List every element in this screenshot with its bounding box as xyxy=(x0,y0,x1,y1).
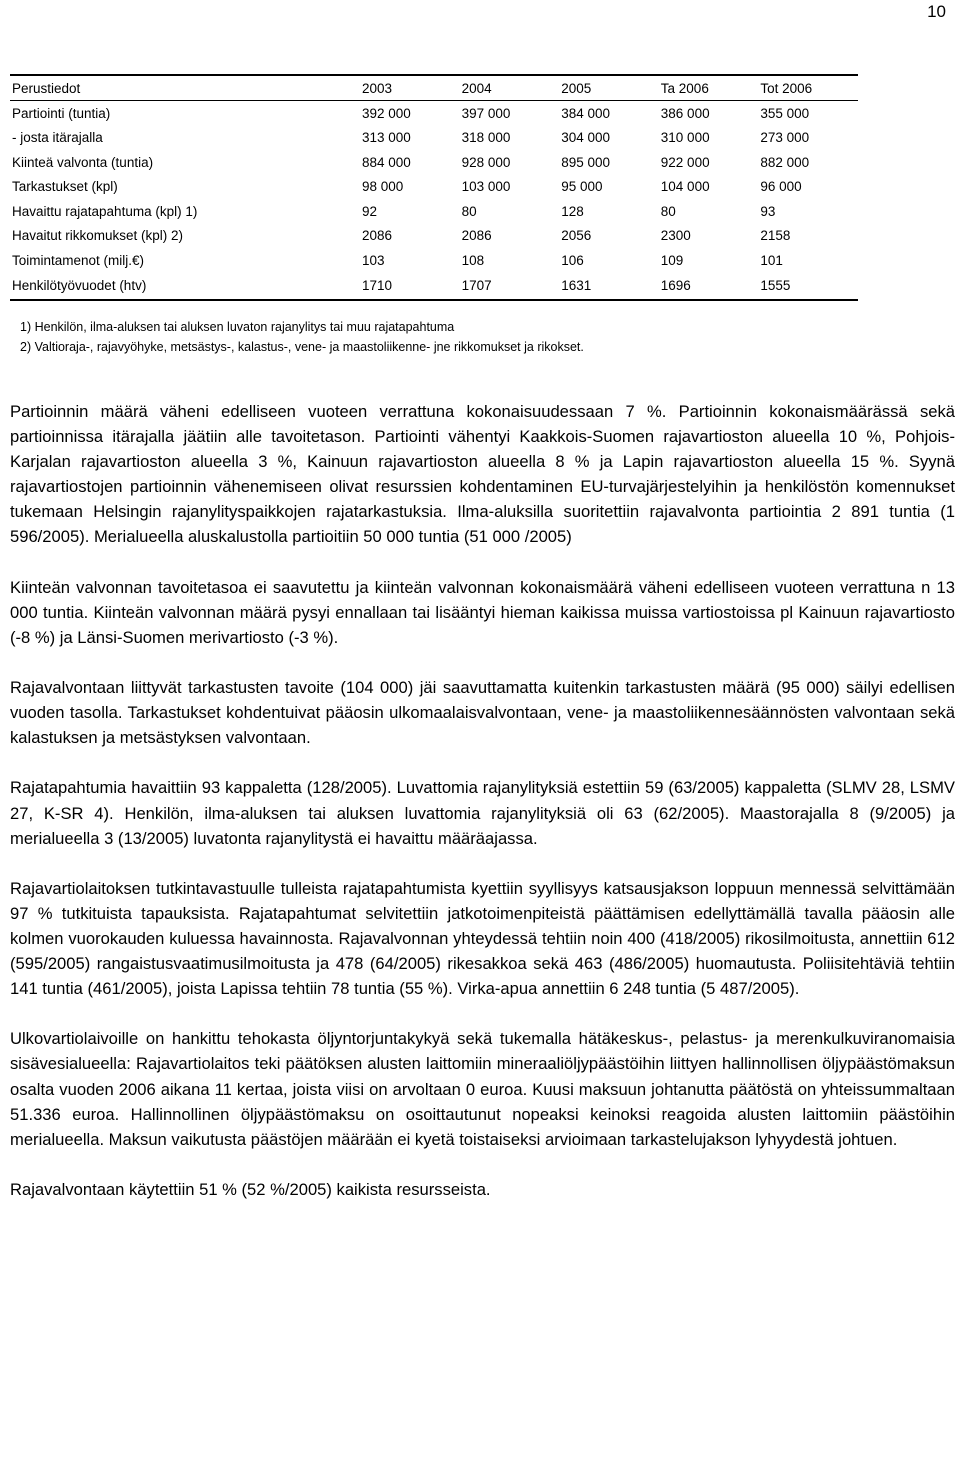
row-label-cell: Havaittu rajatapahtuma (kpl) 1) xyxy=(12,203,198,219)
value-cell: 895 000 xyxy=(561,154,610,170)
footnote: 2) Valtioraja-, rajavyöhyke, metsästys-, kalastus-, vene- ja maastoliikenne- jne rikkomukset ja rikokset. xyxy=(20,340,584,354)
value-cell: 884 000 xyxy=(362,154,411,170)
paragraph: Partioinnin määrä väheni edelliseen vuoteen verrattuna kokonaisuudessaan 7 %. Partioinnin kokonaismäärässä sekä partioinnissa itärajalla jäätiin alle tavoitetason. Partiointi vähentyi Kaakkois-Suomen rajavartioston alueella 10 %, Pohjois-Karjalan rajavartioston alueella 3 %, Kainuun rajavartioston alueella 8 % ja Lapin rajavartioston alueella 15 %. Syynä rajavartiostojen partioinnin vähenemiseen olivat resurssien kohdentaminen EU-turvajärjestelyihin ja henkilöstön komennukset tukemaan Helsingin rajanylityspaikkojen rajatarkastuksia. Ilma-aluksilla suoritettiin rajavalvonta partiointia 2 891 tuntia (1 596/2005). Merialueella aluskalustolla partioitiin 50 000 tuntia (51 000 /2005) xyxy=(10,402,955,547)
table-row xyxy=(10,175,858,200)
table-row xyxy=(10,101,858,126)
value-cell: 318 000 xyxy=(461,130,511,146)
paragraph: Ulkovartiolaivoille on hankittu tehokasta öljyntorjuntakykyä sekä tukemalla hätäkeskus-, pelastus- ja merenkulkuviranomaisia sisävesialueella: Rajavartiolaitos teki päätöksen alusten laittomiin mineraaliöljypäästöihin liittyen hallinnollisen öljypäästömaksun osalta vuoden 2006 aikana 11 kertaa, joista viisi on arvoltaan 0 euroa. Kuusi maksuun johtanutta päätöstä on yhteissummaltaan 51.336 euroa. Hallinnollinen öljypäästömaksu on osoittautunut nopeaksi keinoksi reagoida alusten laittomiin päästöihin merialueella. Maksun vaikutusta päästöjen määrään ei kyetä toistaiseksi arvioimaan tarkastelujakson lyhyydestä johtuen. xyxy=(10,1029,955,1149)
value-cell: 397 000 xyxy=(461,105,511,121)
paragraph: Kiinteän valvonnan tavoitetasoa ei saavutettu ja kiinteän valvonnan kokonaismäärä väheni edelliseen vuoteen verrattuna n 13 000 tuntia. Kiinteän valvonnan määrä pysyi ennallaan tai lisääntyi hieman kaikissa muissa vartiostoissa pl Kainuun rajavartiosto (-8 %) ja Länsi-Suomen merivartiosto (-3 %). xyxy=(10,577,955,647)
table-row xyxy=(10,273,858,300)
value-cell: 2056 xyxy=(561,228,592,244)
value-cell: 310 000 xyxy=(660,130,710,146)
value-cell: 104 000 xyxy=(660,179,710,195)
body-text xyxy=(10,399,955,1202)
header-cell: Ta 2006 xyxy=(659,75,759,101)
value-cell: 2086 xyxy=(362,228,393,244)
row-label-cell: Henkilötyövuodet (htv) xyxy=(10,273,360,300)
paragraph: Rajatapahtumia havaittiin 93 kappaletta (128/2005). Luvattomia rajanylityksiä estettiin 59 (63/2005) kappaletta (SLMV 28, LSMV 27, K-SR 4). Henkilön, ilma-aluksen tai aluksen luvattomia rajanylityksiä oli 63 (62/2005). Maastorajalla 8 (9/2005) ja merialueella 3 (13/2005) luvatonta rajanylitystä ei havaittu määräajassa. xyxy=(10,778,955,848)
value-cell: 1555 xyxy=(758,273,858,300)
header-cell: Tot 2006 xyxy=(758,75,858,101)
value-cell: 101 xyxy=(760,252,783,268)
header-cell: 2004 xyxy=(460,75,560,101)
value-cell: 109 xyxy=(660,252,684,268)
paragraph: Rajavartiolaitoksen tutkintavastuulle tulleista rajatapahtumista kyettiin syyllisyys katsausjakson loppuun mennessä selvittämään 97 % tutkituista tapauksista. Rajatapahtumat selvitettiin jatkotoimenpiteistä päättämisen edellyttämällä tavalla pääosin alle kolmen vuorokauden kuluessa havainnosta. Rajavalvonnan yhteydessä tehtiin noin 400 (418/2005) rikosilmoitusta, annettiin 612 (595/2005) rangaistusvaatimusilmoitusta ja 478 (64/2005) rikesakkoa sekä 463 (486/2005) huomautusta. Poliisitehtäviä tehtiin 141 tuntia (461/2005), joista Lapissa tehtiin 78 tuntia (55 %). Virka-apua annettiin 6 248 tuntia (5 487/2005). xyxy=(10,878,955,999)
value-cell: 92 xyxy=(362,203,378,219)
value-cell: 93 xyxy=(760,203,776,219)
row-label-cell: Kiinteä valvonta (tuntia) xyxy=(12,154,154,170)
value-cell: 1696 xyxy=(659,273,759,300)
header-cell: 2003 xyxy=(360,75,460,101)
page-number: 10 xyxy=(927,2,946,21)
table-row xyxy=(10,224,858,249)
value-cell: 1710 xyxy=(360,273,460,300)
value-cell: 96 000 xyxy=(760,179,802,195)
value-cell: 103 000 xyxy=(461,179,511,195)
value-cell: 128 xyxy=(561,203,584,219)
value-cell: 386 000 xyxy=(660,105,710,121)
value-cell: 928 000 xyxy=(461,154,511,170)
value-cell: 103 xyxy=(362,252,385,268)
table-row xyxy=(10,248,858,273)
header-cell: Perustiedot xyxy=(10,75,360,101)
row-label-cell: Partiointi (tuntia) xyxy=(12,105,111,121)
value-cell: 106 xyxy=(561,252,584,268)
value-cell: 273 000 xyxy=(760,130,810,146)
value-cell: 98 000 xyxy=(362,179,404,195)
table-row xyxy=(10,150,858,175)
value-cell: 2086 xyxy=(461,228,492,244)
value-cell: 384 000 xyxy=(561,105,610,121)
value-cell: 392 000 xyxy=(362,105,411,121)
value-cell: 355 000 xyxy=(760,105,810,121)
row-label-cell: Toimintamenot (milj.€) xyxy=(12,252,145,268)
value-cell: 108 xyxy=(461,252,485,268)
header-cell: 2005 xyxy=(559,75,659,101)
value-cell: 80 xyxy=(461,203,477,219)
table-body xyxy=(10,101,858,300)
value-cell: 1631 xyxy=(559,273,659,300)
paragraph: Rajavalvontaan liittyvät tarkastusten tavoite (104 000) jäi saavuttamatta kuitenkin tarkastusten määrä (95 000) säilyi edellisen vuoden tasolla. Tarkastukset kohdentuivat pääosin ulkomaalaisvalvontaan, vene- ja maastoliikennesäännösten valvontaan sekä kalastuksen ja metsästyksen valvontaan. xyxy=(10,678,955,748)
value-cell: 1707 xyxy=(460,273,560,300)
value-cell: 95 000 xyxy=(561,179,603,195)
table-footnotes xyxy=(20,317,584,357)
row-label-cell: - josta itärajalla xyxy=(12,130,103,146)
row-label-cell: Tarkastukset (kpl) xyxy=(12,179,118,195)
value-cell: 80 xyxy=(660,203,676,219)
value-cell: 304 000 xyxy=(561,130,610,146)
value-cell: 2300 xyxy=(660,228,691,244)
statistics-table xyxy=(10,74,858,301)
value-cell: 2158 xyxy=(760,228,791,244)
value-cell: 313 000 xyxy=(362,130,411,146)
value-cell: 922 000 xyxy=(660,154,710,170)
row-label-cell: Havaitut rikkomukset (kpl) 2) xyxy=(12,228,184,244)
value-cell: 882 000 xyxy=(760,154,810,170)
footnote: 1) Henkilön, ilma-aluksen tai aluksen luvaton rajanylitys tai muu rajatapahtuma xyxy=(20,320,455,334)
table-row xyxy=(10,199,858,224)
table-header-row xyxy=(10,75,858,101)
table-row xyxy=(10,126,858,151)
paragraph: Rajavalvontaan käytettiin 51 % (52 %/2005) kaikista resursseista. xyxy=(10,1179,491,1199)
